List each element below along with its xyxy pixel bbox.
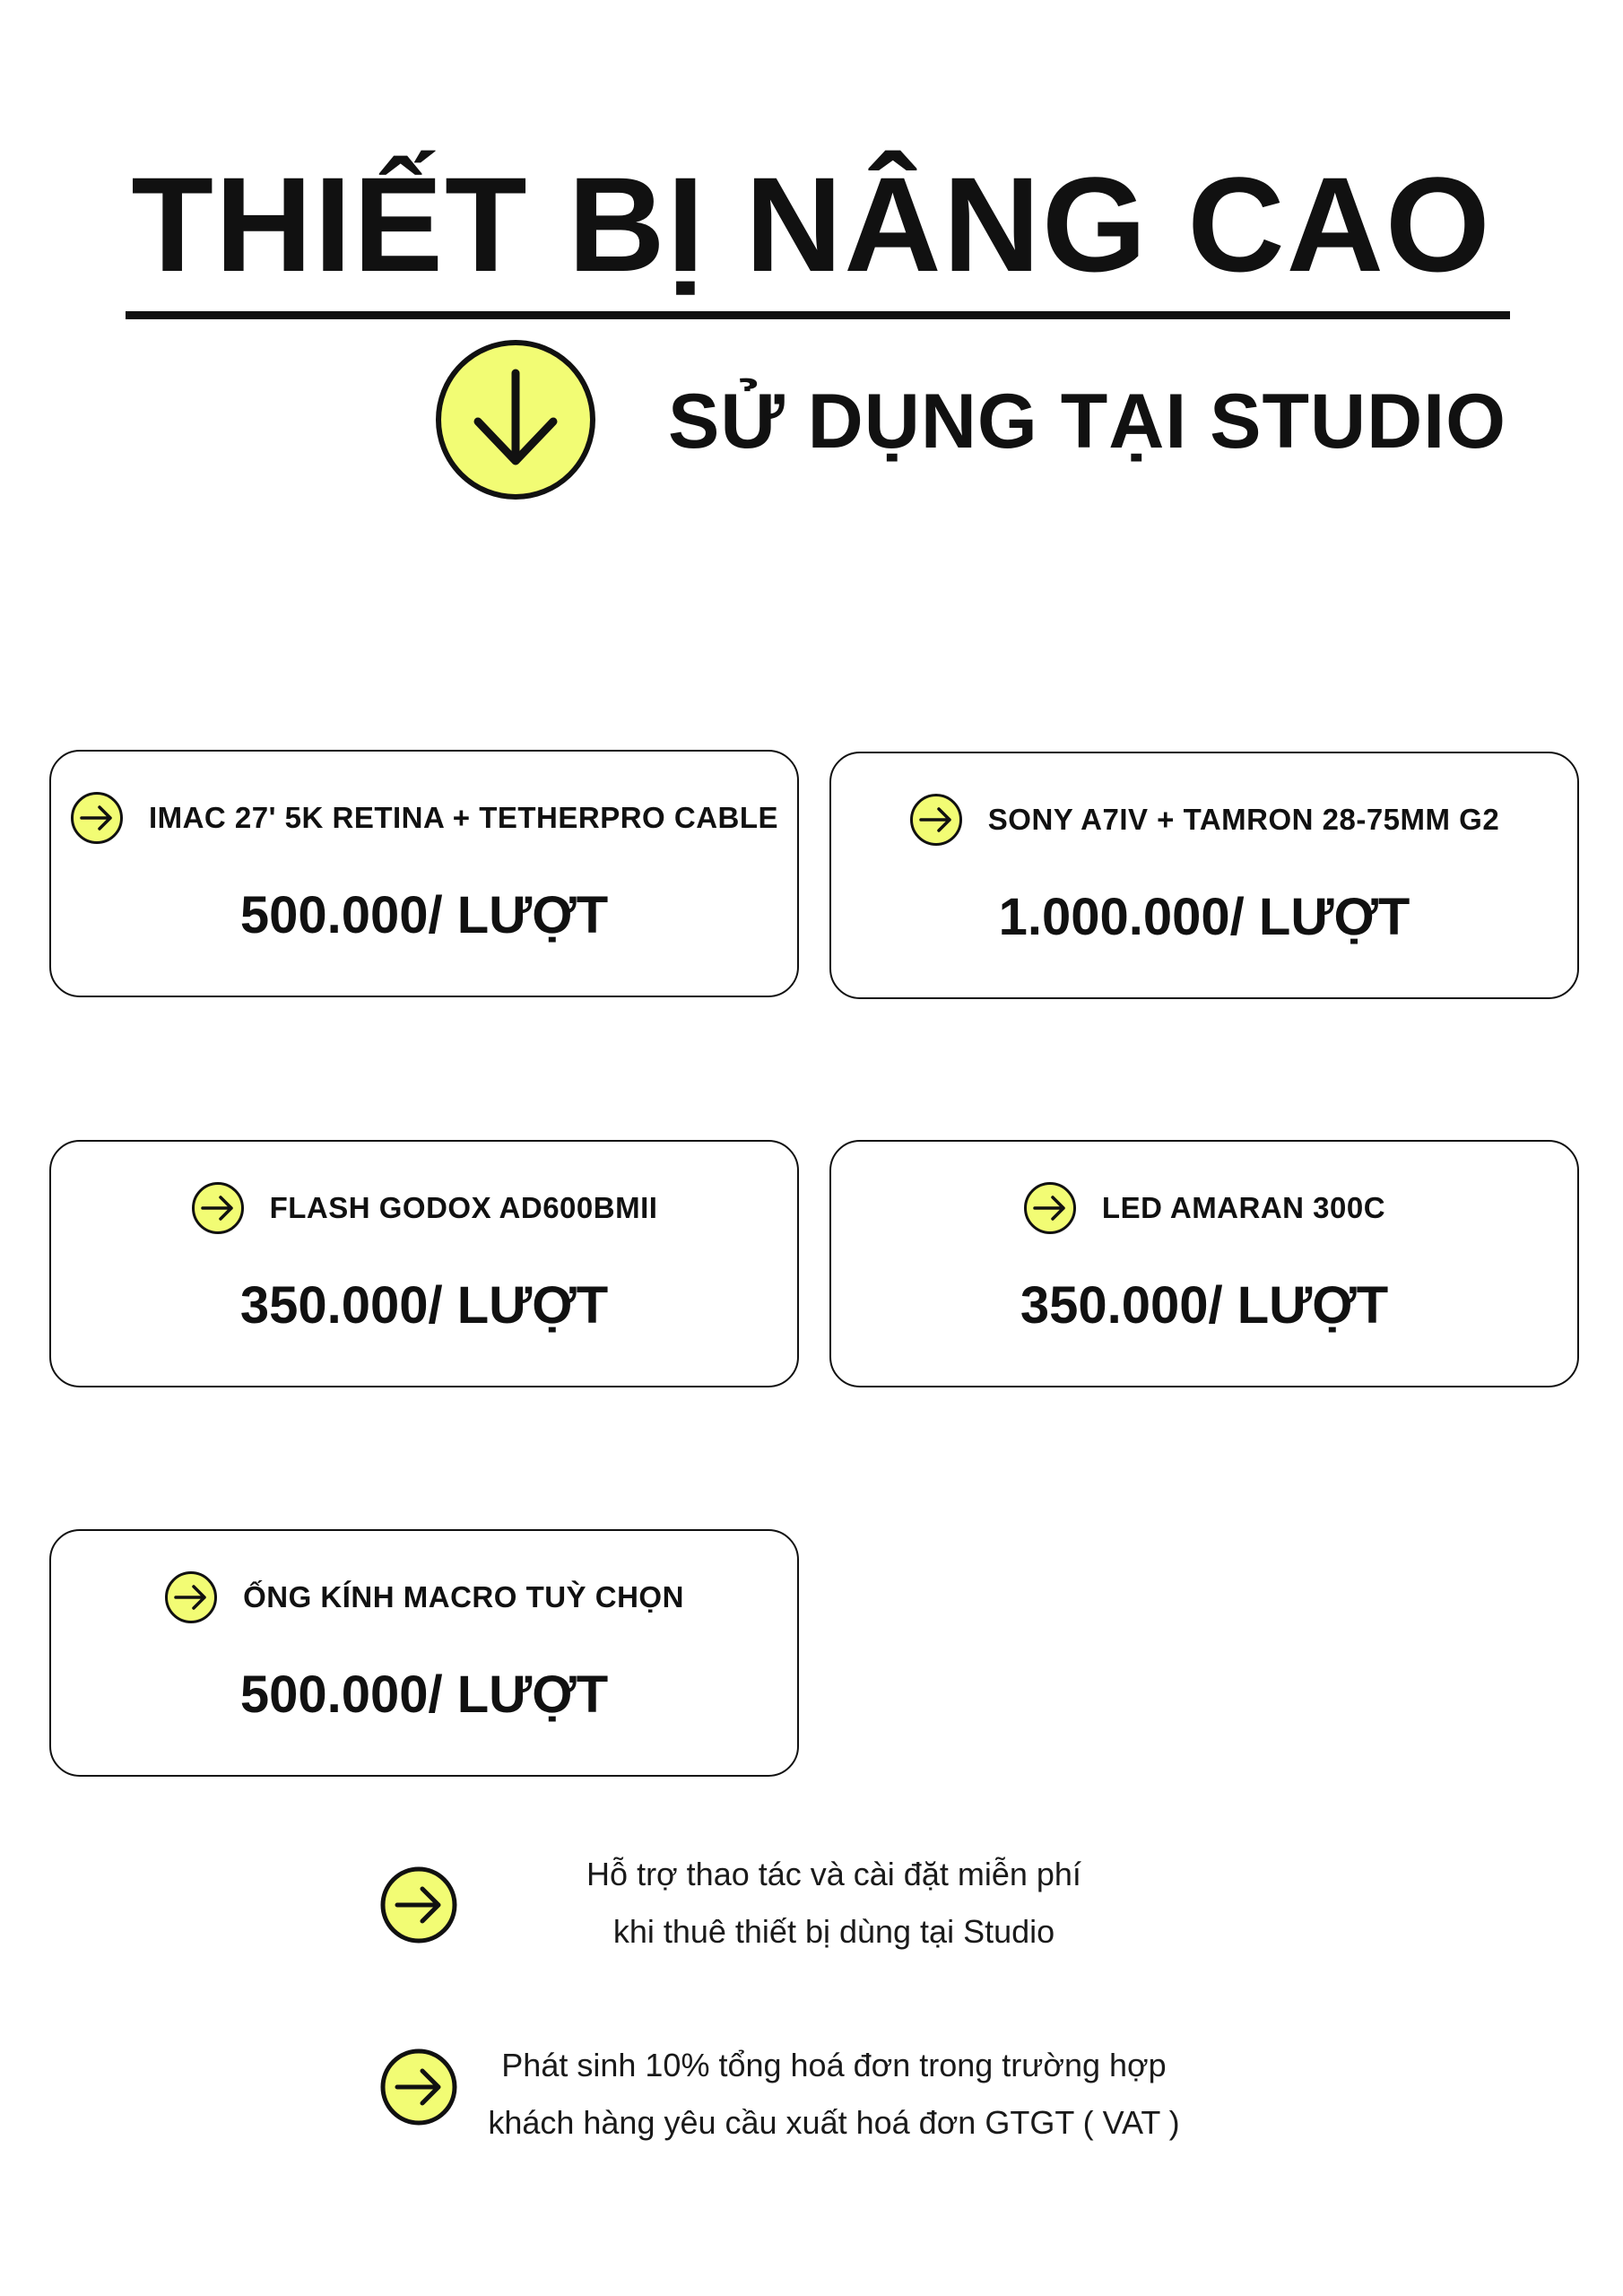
arrow-right-circle-icon (379, 1866, 458, 1944)
note-line: khi thuê thiết bị dùng tại Studio (612, 1913, 1055, 1950)
equipment-price: 350.000/ LƯỢT (239, 1276, 609, 1335)
equipment-price: 500.000/ LƯỢT (239, 886, 609, 944)
page-subtitle: SỬ DỤNG TẠI STUDIO (668, 378, 1507, 465)
arrow-down-circle-icon (435, 339, 596, 500)
equipment-price: 350.000/ LƯỢT (1020, 1276, 1389, 1335)
equipment-card-macro-lens (49, 1529, 799, 1777)
arrow-right-circle-icon (191, 1181, 245, 1235)
page-title: THIẾT BỊ NÂNG CAO (131, 149, 1492, 300)
arrow-right-circle-icon (379, 2048, 458, 2126)
equipment-price: 1.000.000/ LƯỢT (998, 888, 1410, 946)
equipment-name: ỐNG KÍNH MACRO TUỲ CHỌN (243, 1580, 684, 1613)
equipment-card-led (829, 1140, 1579, 1387)
equipment-name: FLASH GODOX AD600BMII (269, 1191, 658, 1224)
equipment-name: IMAC 27' 5K RETINA + TETHERPRO CABLE (148, 801, 779, 834)
equipment-card-flash (49, 1140, 799, 1387)
arrow-right-circle-icon (70, 791, 124, 845)
arrow-right-circle-icon (164, 1570, 218, 1624)
equipment-card-sony (829, 752, 1579, 999)
equipment-price: 500.000/ LƯỢT (239, 1665, 609, 1724)
note-line: Phát sinh 10% tổng hoá đơn trong trường hợp (501, 2047, 1167, 2083)
equipment-card-imac (49, 750, 799, 997)
title-divider (126, 311, 1510, 319)
note-line: Hỗ trợ thao tác và cài đặt miễn phí (586, 1856, 1081, 1892)
note-line: khách hàng yêu cầu xuất hoá đơn GTGT ( VAT ) (488, 2104, 1180, 2141)
arrow-right-circle-icon (1023, 1181, 1077, 1235)
equipment-name: SONY A7IV + TAMRON 28-75MM G2 (987, 803, 1500, 836)
equipment-name: LED AMARAN 300C (1101, 1191, 1386, 1224)
arrow-right-circle-icon (909, 793, 963, 847)
